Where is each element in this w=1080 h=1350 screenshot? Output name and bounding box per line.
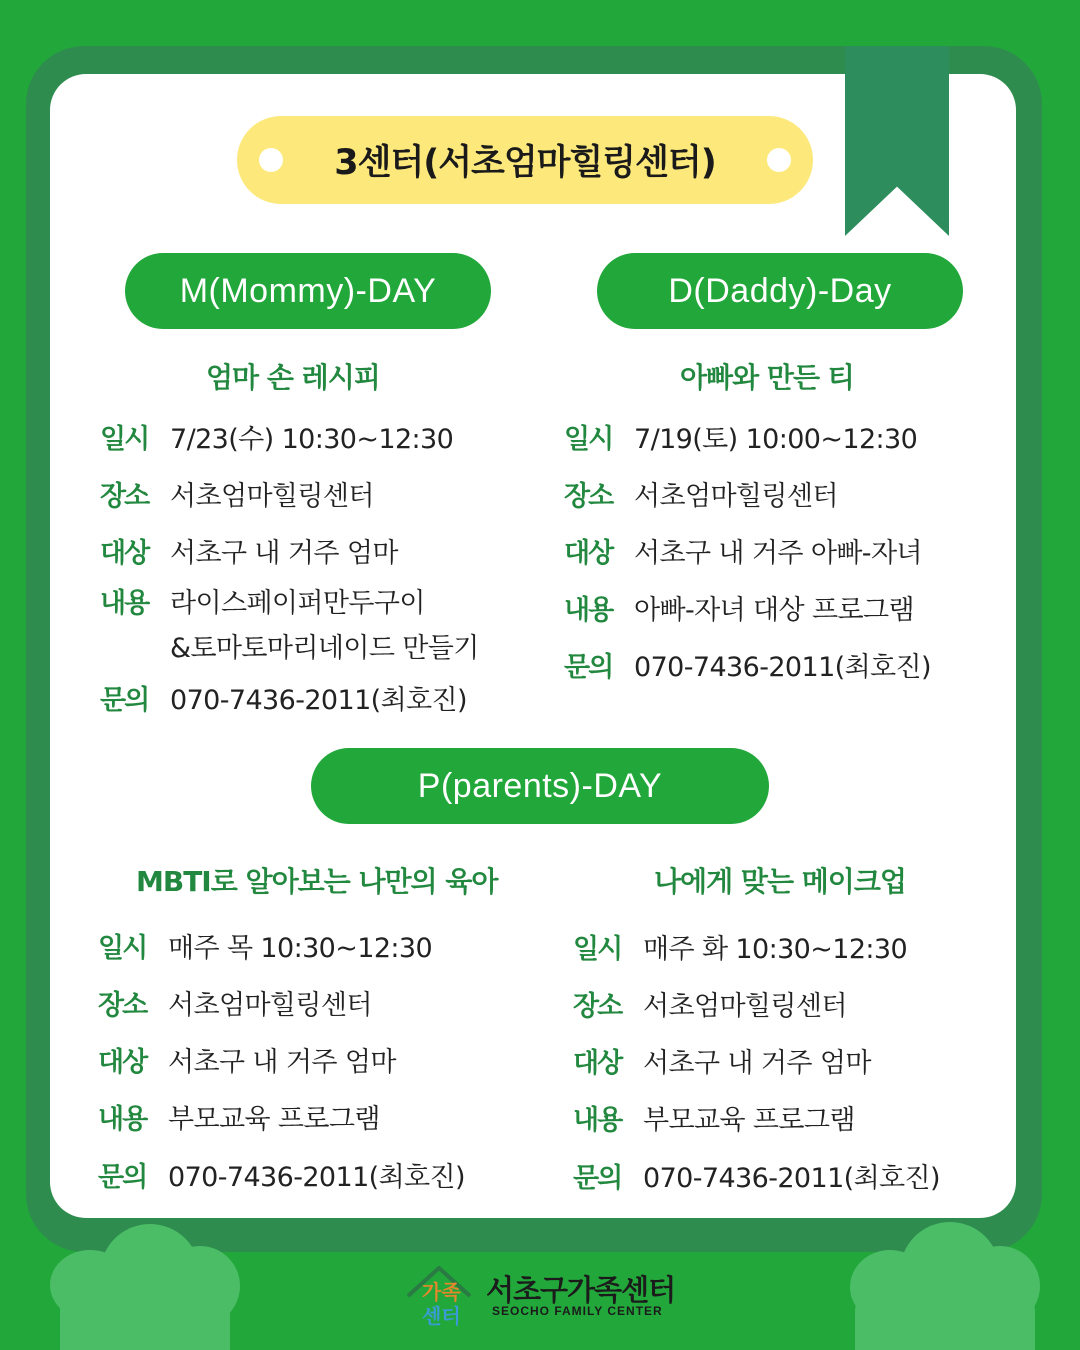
info-value: 서초구 내 거주 엄마: [643, 1048, 871, 1079]
logo-korean-text: 서초구가족센터: [486, 1273, 676, 1307]
page-title: 3센터(서초엄마힐링센터): [334, 143, 716, 183]
info-row-contact: [573, 1161, 940, 1197]
info-value: 서초엄마힐링센터: [643, 991, 847, 1022]
info-value: 7/23(수) 10:30~12:30: [170, 424, 454, 455]
daddy-day-pill: D(Daddy)-Day: [597, 253, 963, 329]
info-value-block: [170, 586, 479, 667]
info-row-date: [98, 931, 432, 967]
seocho-family-center-logo: [404, 1262, 684, 1332]
logo-mark-text-top: 가족: [422, 1280, 461, 1304]
house-logo-icon: [404, 1262, 474, 1328]
info-label: 일시: [573, 934, 622, 965]
info-label: 문의: [98, 1162, 147, 1193]
info-value: 070-7436-2011(최호진): [170, 685, 467, 716]
info-row-content: [98, 1102, 380, 1138]
info-label: 문의: [564, 652, 613, 683]
title-banner: [237, 116, 813, 204]
info-label: 내용: [564, 595, 613, 626]
info-row-place: [564, 479, 838, 515]
info-label: 문의: [100, 685, 149, 716]
title-dot-left: [259, 148, 283, 172]
info-value: 070-7436-2011(최호진): [168, 1162, 465, 1193]
mommy-program-title: 엄마 손 레시피: [206, 361, 380, 394]
info-label: 일시: [564, 424, 613, 455]
info-label: 대상: [573, 1048, 622, 1079]
info-row-target: [98, 1045, 396, 1081]
info-value: 부모교육 프로그램: [643, 1105, 855, 1136]
daddy-program-title: 아빠와 만든 티: [680, 361, 854, 394]
parents-left-program-title: MBTI로 알아보는 나만의 육아: [136, 865, 498, 898]
info-row-place: [98, 988, 372, 1024]
logo-mark-text-bottom: 센터: [422, 1304, 461, 1328]
info-value: 7/19(토) 10:00~12:30: [634, 424, 918, 455]
info-row-place: [573, 989, 847, 1025]
info-label: 일시: [100, 424, 149, 455]
info-row-contact: [98, 1160, 465, 1196]
info-row-content: [100, 586, 479, 667]
info-value: 서초엄마힐링센터: [634, 481, 838, 512]
info-value: 서초구 내 거주 엄마: [170, 538, 398, 569]
info-label: 대상: [100, 538, 149, 569]
info-row-contact: [564, 650, 931, 686]
info-value: 070-7436-2011(최호진): [634, 652, 931, 683]
info-label: 문의: [573, 1163, 622, 1194]
info-label: 내용: [573, 1105, 622, 1136]
info-row-contact: [100, 683, 467, 719]
info-value: 매주 화 10:30~12:30: [643, 934, 908, 965]
info-label: 대상: [564, 538, 613, 569]
info-value-line2: &토마토마리네이드 만들기: [170, 633, 479, 664]
info-label: 대상: [98, 1047, 147, 1078]
info-row-date: [564, 422, 917, 458]
info-value: 아빠-자녀 대상 프로그램: [634, 595, 914, 626]
info-value: 라이스페이퍼만두구이: [170, 588, 425, 619]
info-label: 장소: [564, 481, 613, 512]
info-value: 070-7436-2011(최호진): [643, 1163, 940, 1194]
info-label: 장소: [573, 991, 622, 1022]
info-label: 장소: [100, 481, 149, 512]
info-row-place: [100, 479, 374, 515]
info-label: 일시: [98, 933, 147, 964]
info-value: 서초엄마힐링센터: [170, 481, 374, 512]
info-row-content: [573, 1103, 855, 1139]
info-row-target: [564, 536, 922, 572]
parents-right-program-title: 나에게 맞는 메이크업: [654, 865, 906, 898]
info-label: 장소: [98, 990, 147, 1021]
info-row-target: [573, 1046, 871, 1082]
mommy-day-pill: M(Mommy)-DAY: [125, 253, 491, 329]
info-value: 매주 목 10:30~12:30: [168, 933, 433, 964]
info-row-content: [564, 593, 914, 629]
logo-english-text: SEOCHO FAMILY CENTER: [492, 1304, 663, 1318]
info-label: 내용: [98, 1104, 147, 1135]
info-row-date: [573, 932, 907, 968]
title-dot-right: [767, 148, 791, 172]
info-value: 서초엄마힐링센터: [168, 990, 372, 1021]
info-label: 내용: [100, 588, 149, 619]
parents-day-pill: P(parents)-DAY: [311, 748, 769, 824]
info-value: 서초구 내 거주 아빠-자녀: [634, 538, 922, 569]
info-row-target: [100, 536, 398, 572]
info-value: 서초구 내 거주 엄마: [168, 1047, 396, 1078]
info-value: 부모교육 프로그램: [168, 1104, 380, 1135]
info-row-date: [100, 422, 453, 458]
